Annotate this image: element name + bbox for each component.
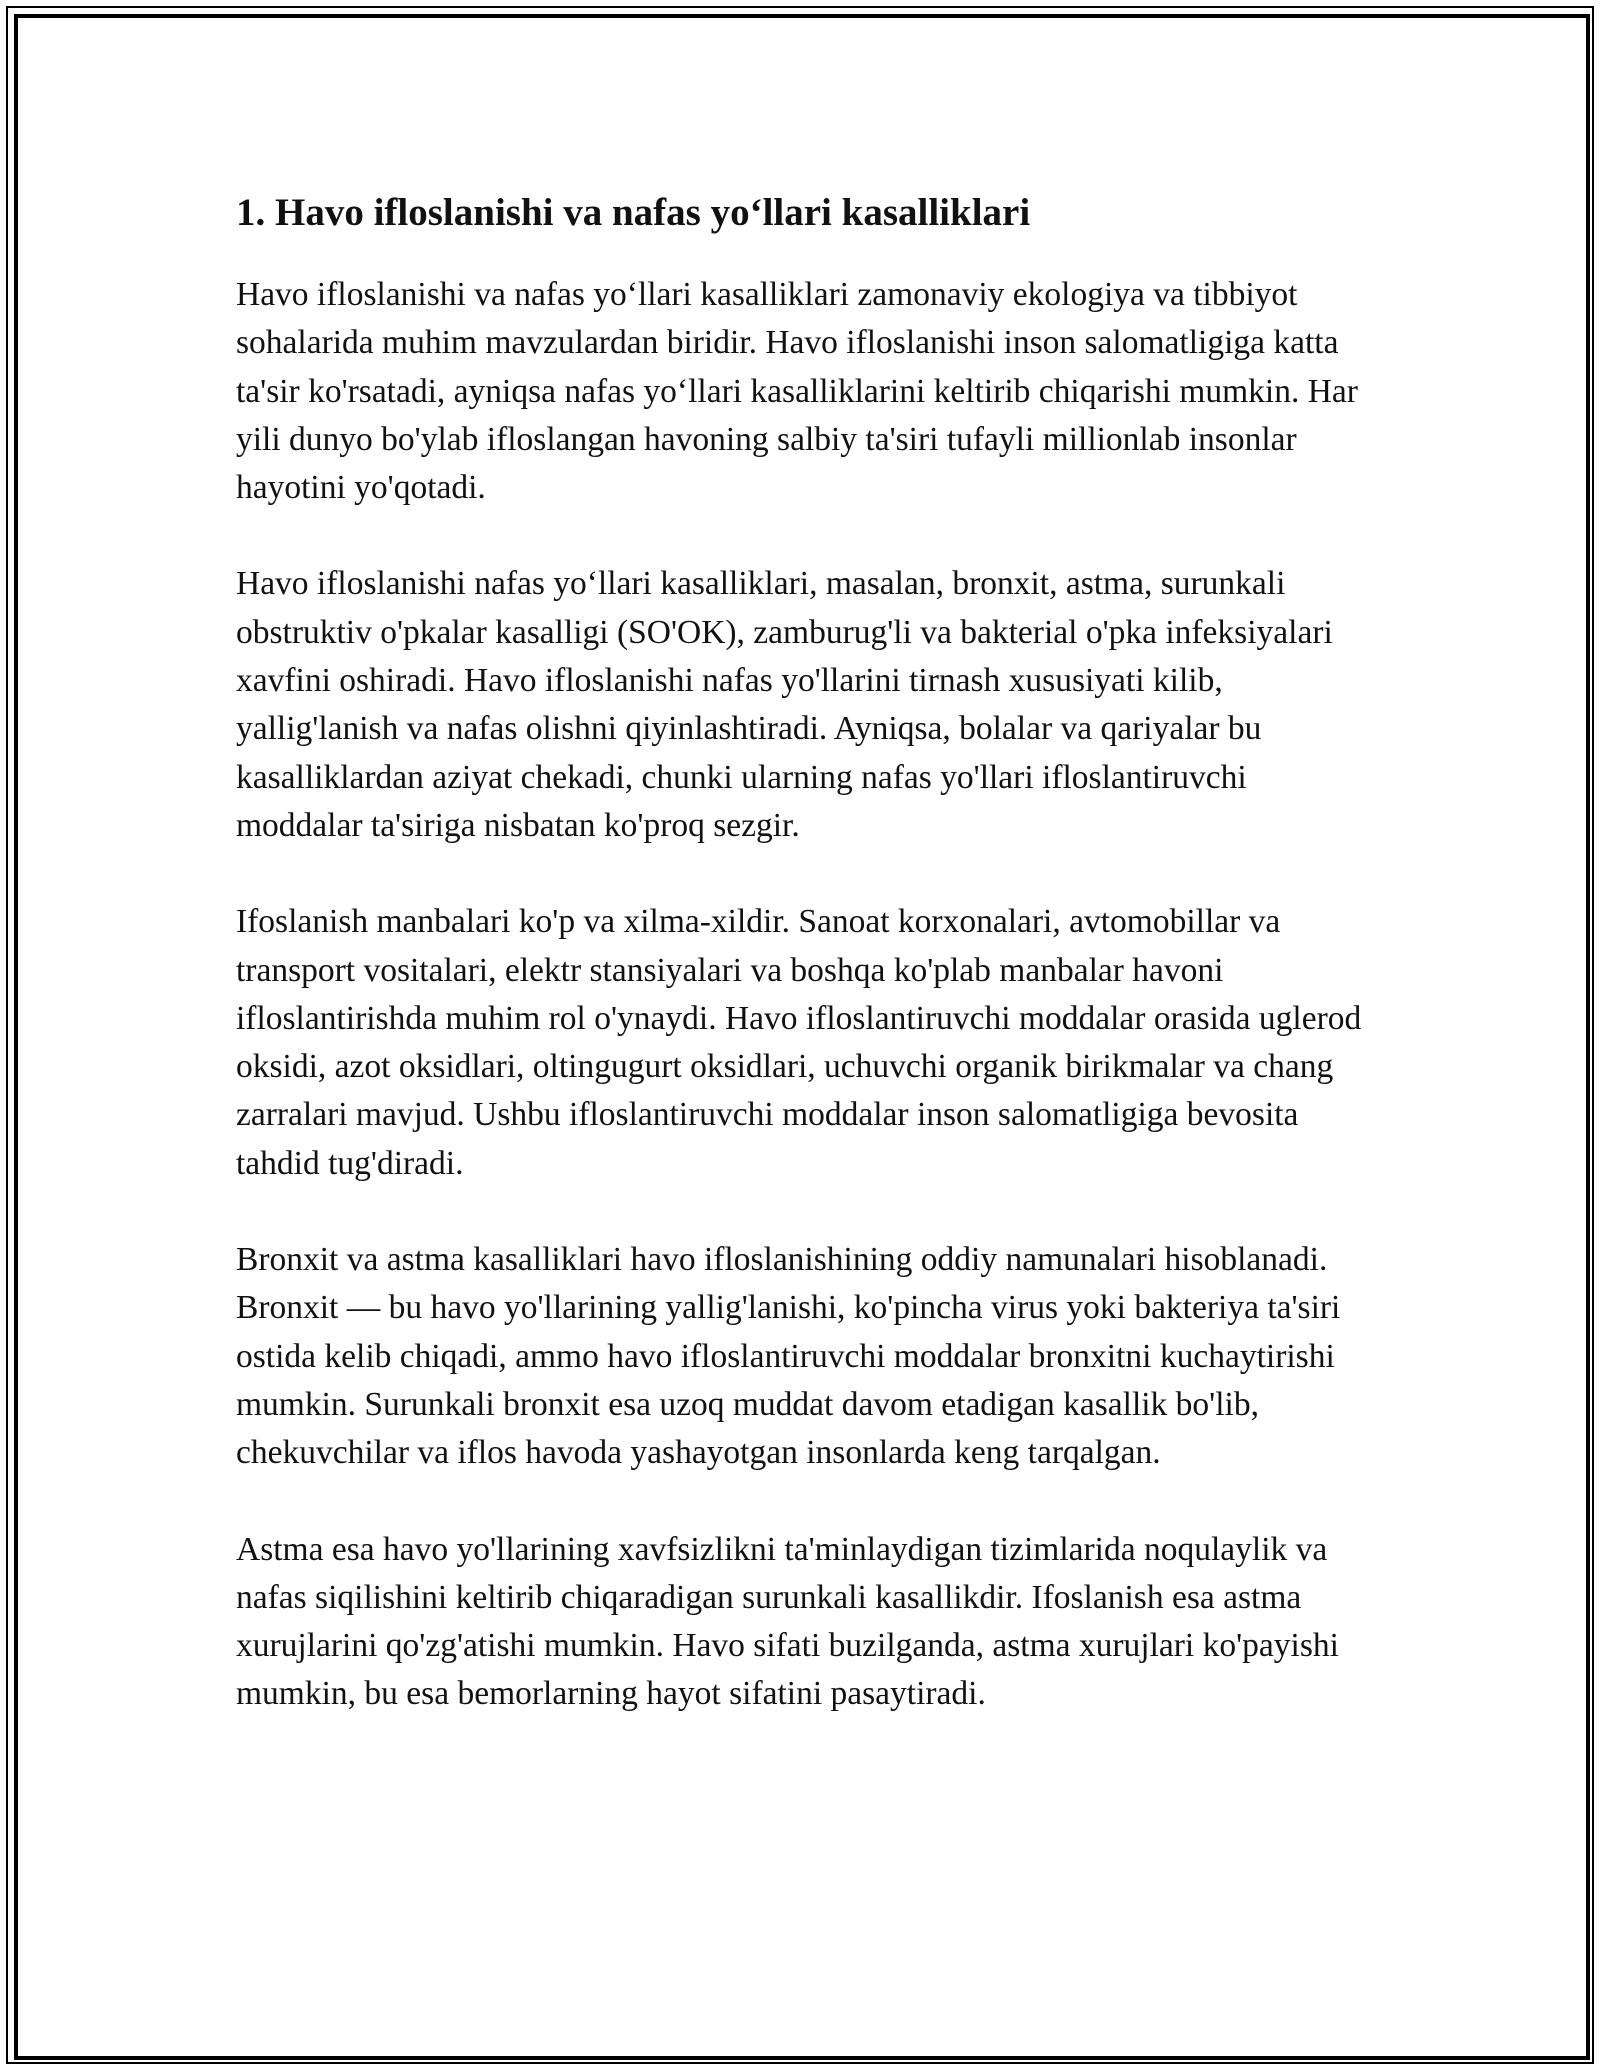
- section-heading: 1. Havo ifloslanishi va nafas yo‘llari kasalliklari: [236, 191, 1031, 234]
- paragraph-pollution-sources: Ifoslanish manbalari ko'p va xilma-xildir. Sanoat korxonalari, avtomobillar va transport vositalari, elektr stansiyalari va boshqa ko'plab manbalar havoni ifloslantirishda muhim rol o'ynaydi. Havo ifloslantiruvchi moddalar orasida uglerod oksidi, azot oksidlari, oltingugurt oksidlari, uchuvchi organik birikmalar va chang zarralari mavjud. Ushbu ifloslantiruvchi moddalar inson salomatligiga bevosita tahdid tug'diradi.: [236, 903, 1362, 1182]
- paragraph-asthma: Astma esa havo yo'llarining xavfsizlikni ta'minlaydigan tizimlarida noqulaylik va nafas siqilishini keltirib chiqaradigan surunkali kasallikdir. Ifoslanish esa astma xurujlarini qo'zg'atishi mumkin. Havo sifati buzilganda, astma xurujlari ko'payishi mumkin, bu esa bemorlarning hayot sifatini pasaytiradi.: [236, 1530, 1339, 1713]
- document-body: [236, 186, 1381, 1767]
- paragraph-bronchitis: Bronxit va astma kasalliklari havo ifloslanishining oddiy namunalari hisoblanadi. Bronxit — bu havo yo'llarining yallig'lanishi, ko'pincha virus yoki bakteriya ta'siri ostida kelib chiqadi, ammo havo ifloslantiruvchi moddalar bronxitni kuchaytirishi mumkin. Surunkali bronxit esa uzoq muddat davom etadigan kasallik bo'lib, chekuvchilar va iflos havoda yashayotgan insonlarda keng tarqalgan.: [236, 1241, 1341, 1472]
- paragraph-respiratory-diseases: Havo ifloslanishi nafas yo‘llari kasalliklari, masalan, bronxit, astma, surunkali obstruktiv o'pkalar kasalligi (SO'OK), zamburug'li va bakterial o'pka infeksiyalari xavfini oshiradi. Havo ifloslanishi nafas yo'llarini tirnash xususiyati kilib, yallig'lanish va nafas olishni qiyinlashtiradi. Ayniqsa, bolalar va qariyalar bu kasalliklardan aziyat chekadi, chunki ularning nafas yo'llari ifloslantiruvchi moddalar ta'siriga nisbatan ko'proq sezgir.: [236, 565, 1333, 844]
- paragraph-introduction: Havo ifloslanishi va nafas yo‘llari kasalliklari zamonaviy ekologiya va tibbiyot sohalarida muhim mavzulardan biridir. Havo ifloslanishi inson salomatligiga katta ta'sir ko'rsatadi, ayniqsa nafas yo‘llari kasalliklarini keltirib chiqarishi mumkin. Har yili dunyo bo'ylab ifloslangan havoning salbiy ta'siri tufayli millionlab insonlar hayotini yo'qotadi.: [236, 276, 1358, 507]
